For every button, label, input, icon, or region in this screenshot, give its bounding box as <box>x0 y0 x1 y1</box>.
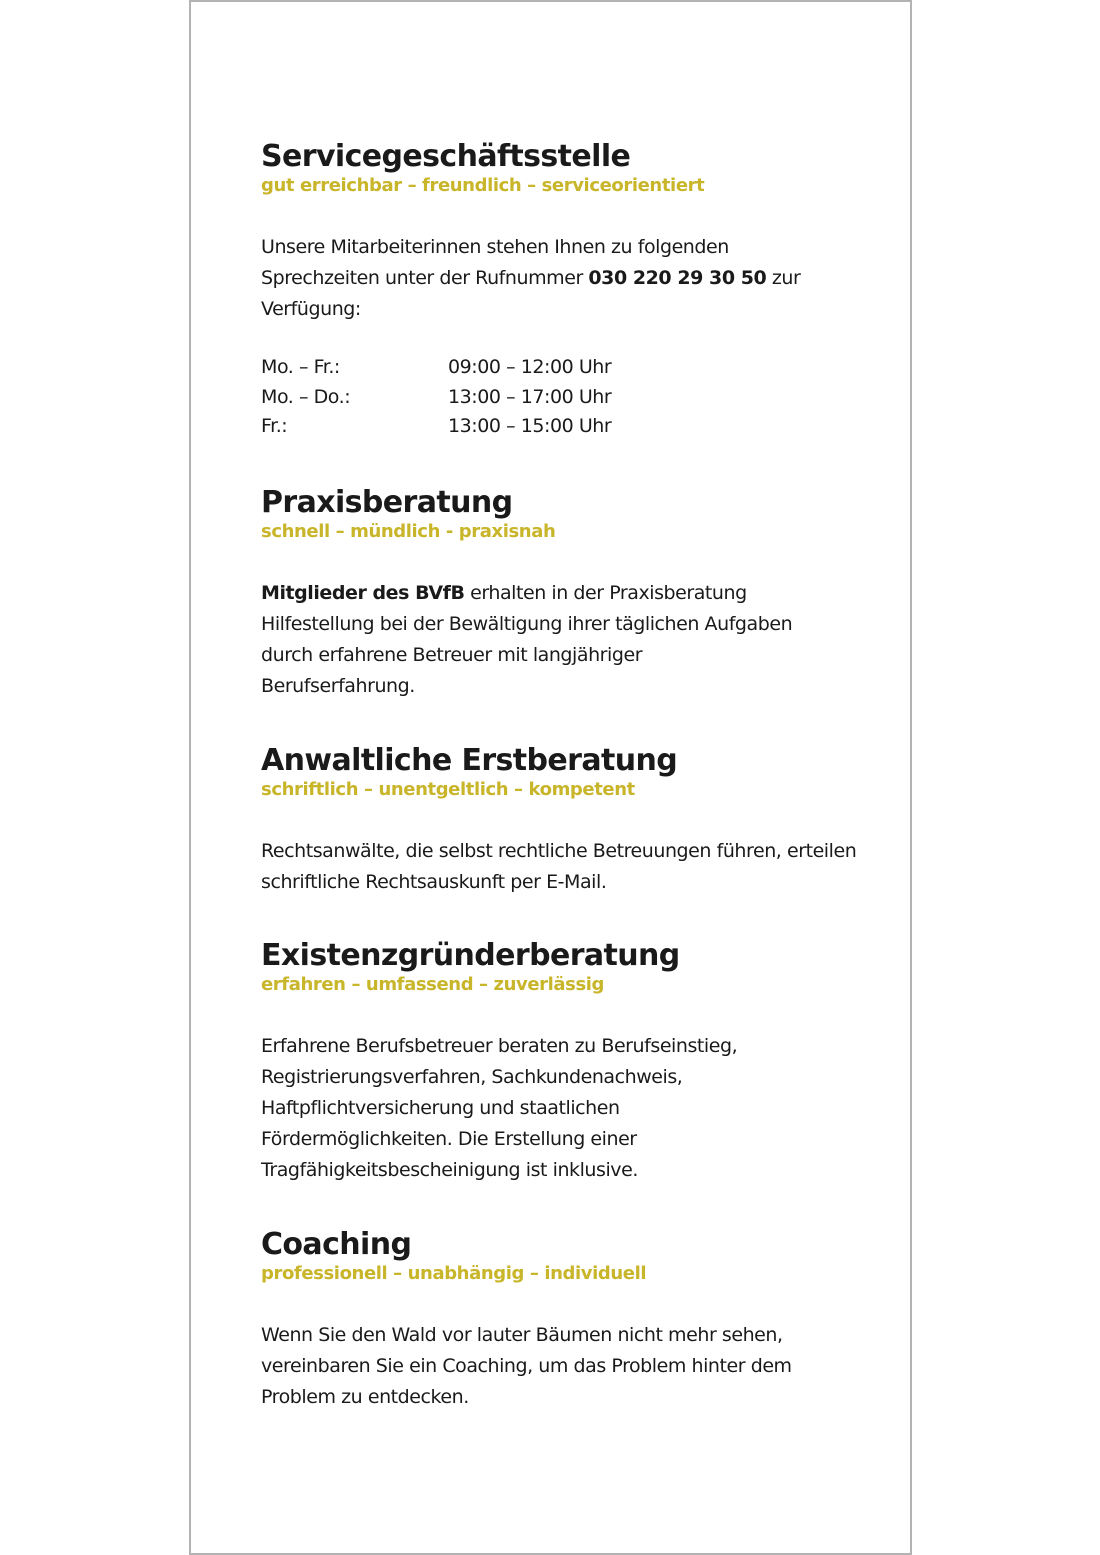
hours-day: Fr.: <box>261 415 288 437</box>
section-body: Rechtsanwälte, die selbst rechtliche Betreuungen führen, erteilen schriftliche Rechtsauskunft per E-Mail. <box>261 840 857 893</box>
body-text-post: zur Verfügung: <box>261 267 801 320</box>
phone-number: 030 220 29 30 50 <box>588 267 767 289</box>
section-subtitle: gut erreichbar – freundlich – serviceorientiert <box>261 175 705 196</box>
office-hours <box>261 353 871 442</box>
section-anwaltliche-erstberatung <box>261 744 871 898</box>
section-body <box>261 232 821 325</box>
hours-day: Mo. – Fr.: <box>261 356 340 378</box>
section-title: Praxisberatung <box>261 485 513 520</box>
section-subtitle: professionell – unabhängig – individuell <box>261 1263 647 1284</box>
section-title: Anwaltliche Erstberatung <box>261 743 678 778</box>
section-subtitle: schnell – mündlich - praxisnah <box>261 521 556 542</box>
section-title: Existenzgründerberatung <box>261 938 680 973</box>
body-text-pre: Unsere Mitarbeiterinnen stehen Ihnen zu folgenden Sprechzeiten unter der Rufnummer <box>261 236 729 289</box>
section-body: Wenn Sie den Wald vor lauter Bäumen nicht mehr sehen, vereinbaren Sie ein Coaching, um das Problem hinter dem Problem zu entdecken. <box>261 1324 792 1408</box>
hours-time: 09:00 – 12:00 Uhr <box>448 356 612 378</box>
section-coaching <box>261 1228 871 1413</box>
office-hours-row <box>261 412 871 442</box>
section-praxisberatung <box>261 486 871 702</box>
hours-time: 13:00 – 15:00 Uhr <box>448 415 612 437</box>
document-page <box>189 0 912 1555</box>
hours-time: 13:00 – 17:00 Uhr <box>448 385 612 408</box>
section-title: Coaching <box>261 1227 412 1262</box>
section-subtitle: erfahren – umfassend – zuverlässig <box>261 974 605 995</box>
body-text: erhalten in der Praxisberatung Hilfestellung bei der Bewältigung ihrer täglichen Aufgaben durch erfahrene Betreuer mit langjähriger Berufserfahrung. <box>261 582 793 697</box>
section-body <box>261 578 801 702</box>
section-servicegeschaeftsstelle <box>261 140 871 442</box>
section-title: Servicegeschäftsstelle <box>261 139 631 174</box>
office-hours-row <box>261 353 871 383</box>
hours-day: Mo. – Do.: <box>261 385 351 408</box>
section-subtitle: schriftlich – unentgeltlich – kompetent <box>261 779 635 800</box>
body-text-bold: Mitglieder des BVfB <box>261 582 465 604</box>
section-body: Erfahrene Berufsbetreuer beraten zu Berufseinstieg, Registrierungsverfahren, Sachkundenachweis, Haftpflichtversicherung und staatlichen Fördermöglichkeiten. Die Erstellung einer Tragfähigkeitsbescheinigung ist inklusive. <box>261 1035 738 1181</box>
office-hours-row <box>261 383 871 413</box>
section-existenzgruenderberatung <box>261 939 871 1186</box>
